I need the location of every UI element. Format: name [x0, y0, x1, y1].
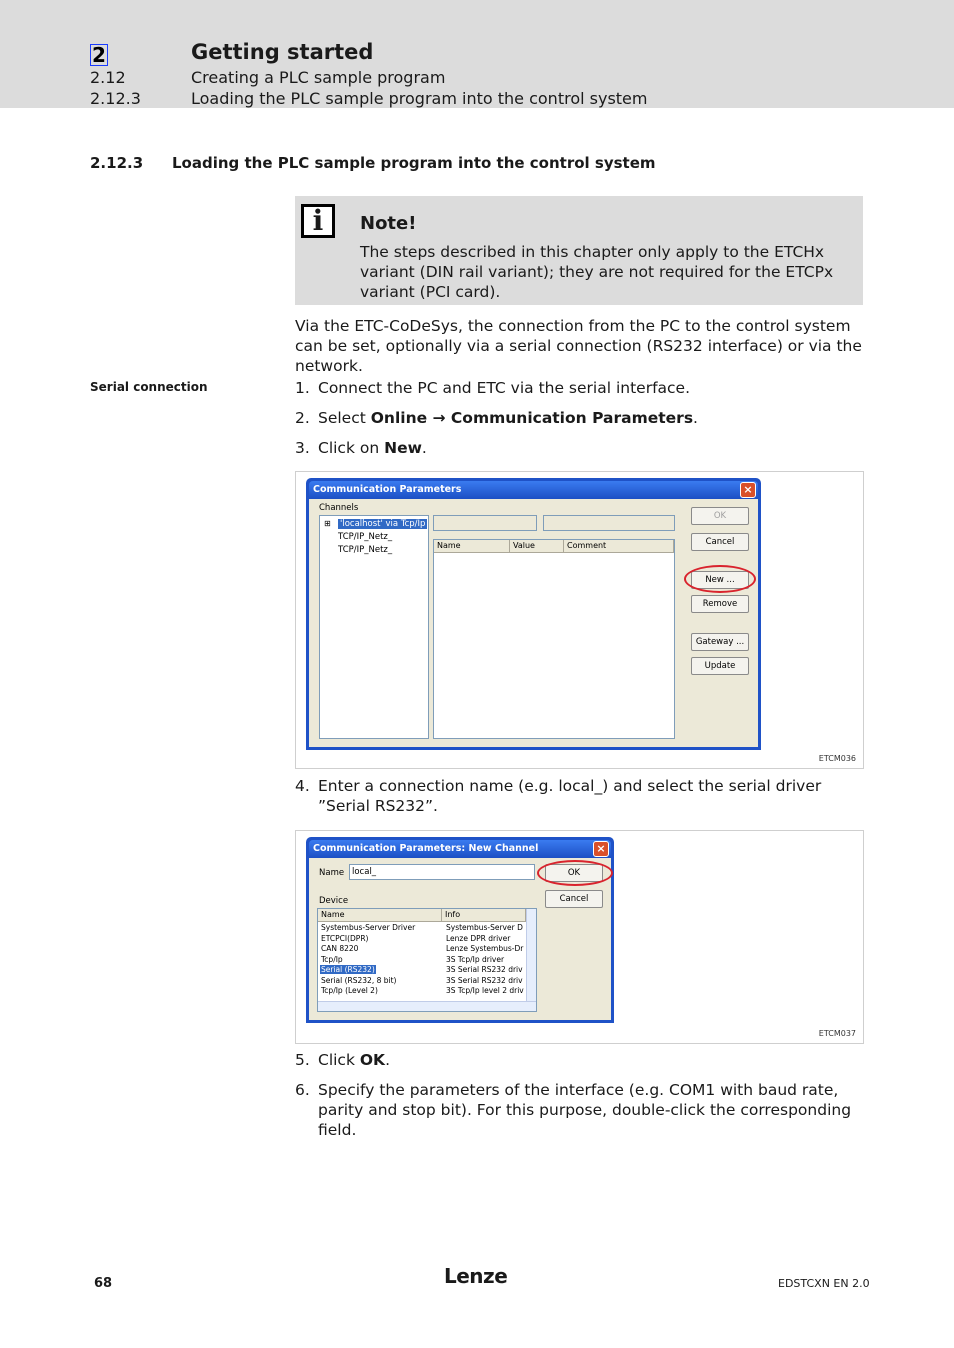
device-row-name[interactable]: CAN 8220: [321, 944, 359, 953]
column-header[interactable]: Name: [434, 540, 510, 553]
step-number: 3.: [295, 439, 310, 457]
device-row-info[interactable]: 3S Serial RS232 driv: [446, 965, 523, 974]
section-title: Loading the PLC sample program into the control system: [172, 154, 656, 172]
remove-button[interactable]: Remove: [691, 595, 749, 613]
step-number: 4.: [295, 777, 310, 795]
step-text: Click OK.: [318, 1051, 390, 1069]
tree-item[interactable]: TCP/IP_Netz_: [338, 545, 393, 555]
device-row-name[interactable]: Tcp/Ip: [321, 954, 343, 964]
breadcrumb-number: 2.12: [90, 68, 126, 87]
step-text: Specify the parameters of the interface (e.g. COM1 with baud rate, parity and stop bit). For this purpose, double-click the corresponding field.: [318, 1081, 852, 1139]
name-label: Name: [319, 868, 345, 878]
channels-tree[interactable]: [319, 515, 429, 739]
figure-code: ETCM036: [818, 754, 856, 763]
device-row-info[interactable]: Systembus-Server D: [446, 923, 523, 932]
column-header[interactable]: Name: [318, 909, 442, 922]
intro-paragraph: Via the ETC-CoDeSys, the connection from the PC to the control system can be set, optionally via a serial connection (RS232 interface) or via the network.: [295, 317, 862, 375]
step-number: 1.: [295, 379, 310, 397]
dialog-window: [306, 837, 614, 1023]
note-text: The steps described in this chapter only apply to the ETCHx variant (DIN rail variant); they are not required for the ETCPx variant (PCI card).: [360, 243, 834, 301]
note-box: [295, 196, 863, 305]
scrollbar[interactable]: [318, 1001, 537, 1011]
chapter-number[interactable]: 2: [92, 43, 106, 67]
device-row-name[interactable]: Systembus-Server Driver: [321, 923, 416, 932]
figure-communication-parameters: [295, 471, 864, 769]
document-id: EDSTCXN EN 2.0: [778, 1277, 870, 1290]
breadcrumb-text: Creating a PLC sample program: [191, 68, 446, 87]
chapter-title: Getting started: [191, 40, 374, 64]
gateway-button[interactable]: Gateway ...: [691, 633, 749, 651]
dialog-window: [306, 478, 761, 750]
device-row-name[interactable]: Tcp/Ip (Level 2): [321, 986, 378, 995]
device-row-info[interactable]: 3S Tcp/Ip level 2 driv: [446, 986, 524, 995]
step-text: Connect the PC and ETC via the serial interface.: [318, 379, 691, 397]
device-label: Device: [319, 896, 349, 906]
device-row-info[interactable]: Lenze Systembus-Dr: [446, 944, 524, 953]
column-header[interactable]: Value: [510, 540, 564, 553]
dialog-body: [309, 499, 758, 747]
scrollbar[interactable]: [526, 909, 536, 1001]
dialog-title: Communication Parameters: New Channel ×: [309, 840, 611, 858]
device-row-name[interactable]: ETCPCI(DPR): [321, 933, 369, 943]
device-row-info[interactable]: 3S Serial RS232 driv: [446, 975, 523, 985]
device-row-info[interactable]: 3S Tcp/Ip driver: [446, 954, 505, 964]
column-header[interactable]: Info: [442, 909, 526, 922]
lenze-logo: Lenze: [444, 1264, 508, 1288]
close-icon[interactable]: ×: [740, 482, 756, 498]
cancel-button[interactable]: Cancel: [545, 890, 603, 908]
channel-field: [433, 515, 537, 531]
step-number: 5.: [295, 1051, 310, 1069]
expand-icon[interactable]: ⊞: [324, 519, 331, 528]
ok-button[interactable]: OK: [545, 864, 603, 882]
channels-label: Channels: [319, 503, 359, 513]
device-list[interactable]: [317, 908, 537, 1012]
tree-item[interactable]: TCP/IP_Netz_: [338, 532, 393, 542]
step-number: 2.: [295, 409, 310, 427]
figure-new-channel: [295, 830, 864, 1044]
note-title: Note!: [360, 213, 417, 234]
page-number: 68: [94, 1276, 113, 1291]
step-number: 6.: [295, 1081, 310, 1099]
highlight-ring: [537, 860, 613, 886]
breadcrumb-number: 2.12.3: [90, 89, 141, 108]
dialog-title: Communication Parameters ×: [309, 481, 758, 499]
side-label: Serial connection: [90, 380, 208, 394]
new-button[interactable]: New ...: [691, 571, 749, 589]
close-icon[interactable]: ×: [593, 841, 609, 857]
ok-button[interactable]: OK: [691, 507, 749, 525]
info-i-icon: i: [301, 204, 335, 238]
column-header[interactable]: Comment: [564, 540, 674, 553]
breadcrumb-text: Loading the PLC sample program into the control system: [191, 89, 648, 108]
device-row-name[interactable]: Serial (RS232): [321, 965, 375, 974]
cancel-button[interactable]: Cancel: [691, 533, 749, 551]
dialog-body: [309, 858, 611, 1020]
highlight-ring: [684, 565, 756, 593]
name-input[interactable]: local_: [349, 864, 535, 880]
step-text: Enter a connection name (e.g. local_) and select the serial driver ”Serial RS232”.: [318, 777, 822, 815]
section-number: 2.12.3: [90, 154, 144, 172]
update-button[interactable]: Update: [691, 657, 749, 675]
figure-code: ETCM037: [818, 1029, 856, 1038]
tree-item[interactable]: 'localhost' via Tcp/Ip: [340, 519, 426, 529]
parameters-table[interactable]: [433, 539, 675, 739]
step-text: Select Online → Communication Parameters.: [318, 409, 698, 427]
device-row-name[interactable]: Serial (RS232, 8 bit): [321, 975, 397, 985]
channel-field: [543, 515, 675, 531]
device-row-info[interactable]: Lenze DPR driver: [446, 933, 511, 943]
step-text: Click on New.: [318, 439, 427, 457]
